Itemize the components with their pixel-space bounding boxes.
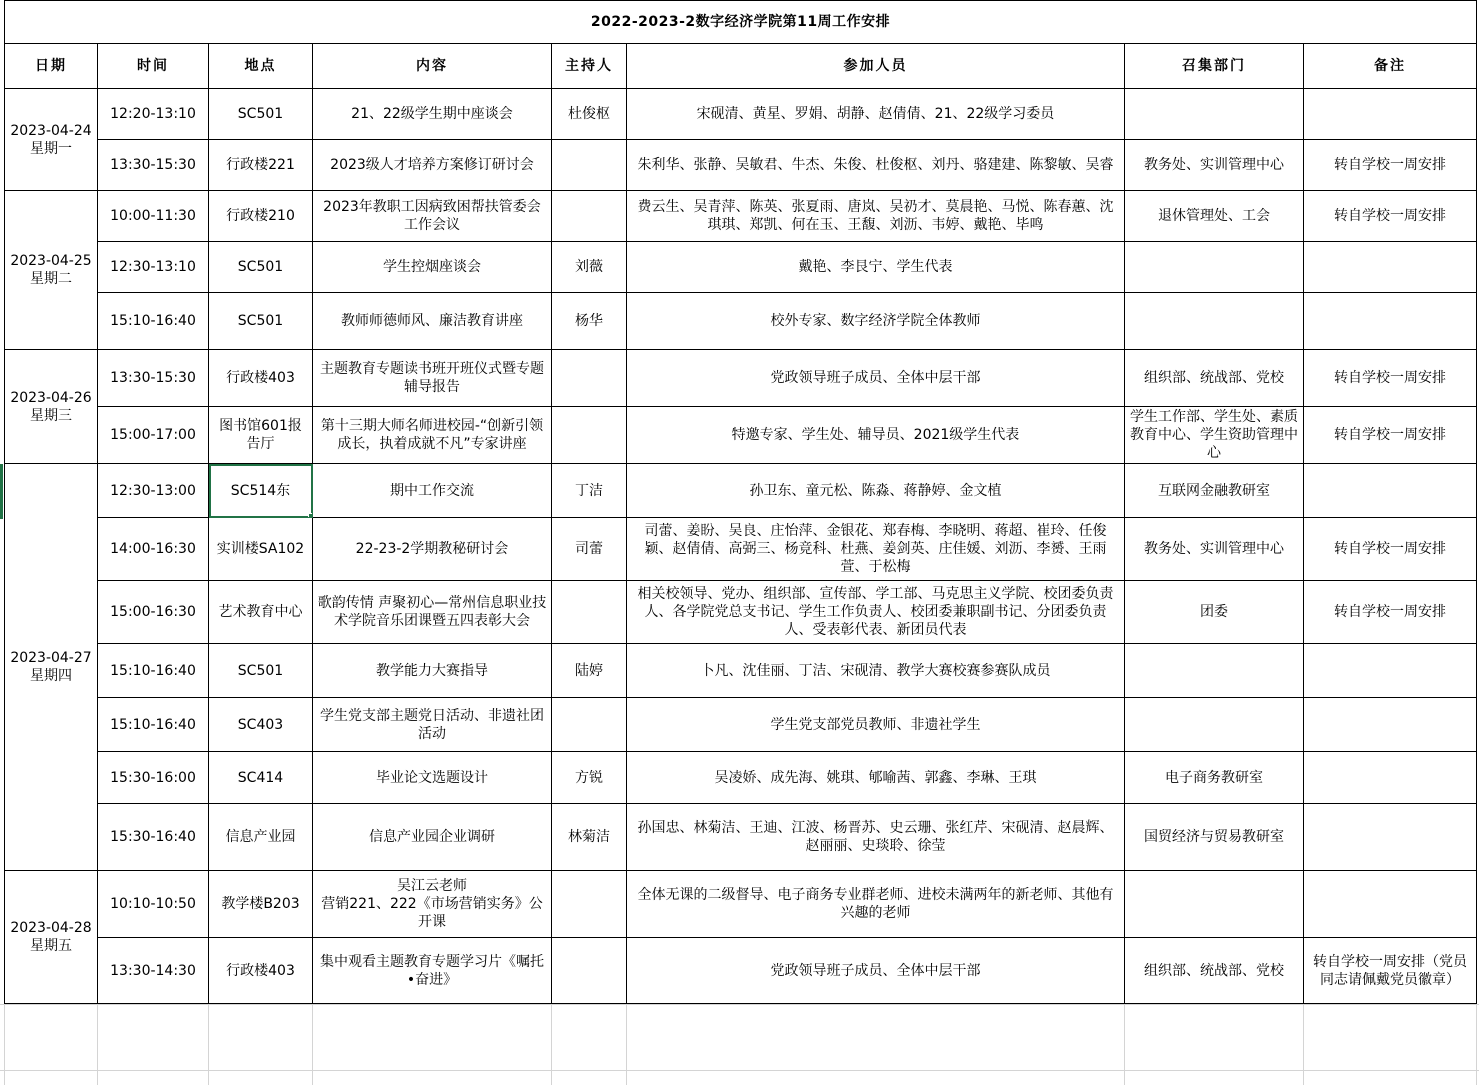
host-cell[interactable]: 刘薇 bbox=[552, 242, 627, 293]
place-cell[interactable]: 艺术教育中心 bbox=[209, 581, 313, 644]
content-cell[interactable]: 学生党支部主题党日活动、非遗社团活动 bbox=[313, 698, 552, 752]
place-cell[interactable]: SC414 bbox=[209, 752, 313, 804]
place-cell[interactable]: SC501 bbox=[209, 89, 313, 140]
schedule-row bbox=[5, 698, 1477, 752]
note-cell[interactable] bbox=[1304, 89, 1477, 140]
time-cell[interactable]: 10:00-11:30 bbox=[98, 191, 209, 242]
host-cell[interactable] bbox=[552, 191, 627, 242]
note-cell[interactable]: 转自学校一周安排 bbox=[1304, 407, 1477, 464]
dept-cell[interactable]: 互联网金融教研室 bbox=[1125, 464, 1304, 518]
content-cell[interactable]: 歌韵传情 声聚初心—常州信息职业技术学院音乐团课暨五四表彰大会 bbox=[313, 581, 552, 644]
dept-cell[interactable]: 组织部、统战部、党校 bbox=[1125, 938, 1304, 1004]
header-dept[interactable]: 召集部门 bbox=[1125, 44, 1304, 89]
date-text: 2023-04-27 bbox=[10, 650, 92, 666]
schedule-row bbox=[5, 89, 1477, 140]
content-cell[interactable]: 2023级人才培养方案修订研讨会 bbox=[313, 140, 552, 191]
dept-cell[interactable] bbox=[1125, 293, 1304, 350]
place-cell[interactable]: 教学楼B203 bbox=[209, 871, 313, 938]
time-cell[interactable]: 15:00-16:30 bbox=[98, 581, 209, 644]
content-cell[interactable]: 信息产业园企业调研 bbox=[313, 804, 552, 871]
attendees-cell[interactable]: 孙卫东、童元松、陈淼、蒋静婷、金文植 bbox=[627, 464, 1125, 518]
dept-cell[interactable]: 团委 bbox=[1125, 581, 1304, 644]
schedule-row bbox=[5, 407, 1477, 464]
note-cell[interactable] bbox=[1304, 752, 1477, 804]
place-cell[interactable]: SC403 bbox=[209, 698, 313, 752]
note-cell[interactable] bbox=[1304, 804, 1477, 871]
host-cell[interactable]: 杨华 bbox=[552, 293, 627, 350]
note-cell[interactable]: 转自学校一周安排 bbox=[1304, 140, 1477, 191]
dept-cell[interactable]: 教务处、实训管理中心 bbox=[1125, 518, 1304, 581]
attendees-cell[interactable]: 党政领导班子成员、全体中层干部 bbox=[627, 938, 1125, 1004]
dept-cell[interactable]: 组织部、统战部、党校 bbox=[1125, 350, 1304, 407]
selected-row-indicator bbox=[0, 464, 3, 519]
schedule-row bbox=[5, 350, 1477, 407]
header-date[interactable]: 日期 bbox=[5, 44, 98, 89]
note-cell[interactable] bbox=[1304, 871, 1477, 938]
place-cell[interactable]: SC501 bbox=[209, 644, 313, 698]
note-cell[interactable] bbox=[1304, 644, 1477, 698]
header-content[interactable]: 内容 bbox=[313, 44, 552, 89]
dept-cell[interactable]: 学生工作部、学生处、素质教育中心、学生资助管理中心 bbox=[1125, 407, 1304, 464]
place-cell[interactable]: 行政楼221 bbox=[209, 140, 313, 191]
attendees-cell[interactable]: 全体无课的二级督导、电子商务专业群老师、进校未满两年的新老师、其他有兴趣的老师 bbox=[627, 871, 1125, 938]
weekday-text: 星期三 bbox=[30, 407, 72, 424]
place-cell[interactable]: 图书馆601报告厅 bbox=[209, 407, 313, 464]
schedule-row bbox=[5, 938, 1477, 1004]
content-cell[interactable]: 教师师德师风、廉洁教育讲座 bbox=[313, 293, 552, 350]
host-cell[interactable]: 丁洁 bbox=[552, 464, 627, 518]
time-cell[interactable]: 15:30-16:40 bbox=[98, 804, 209, 871]
host-cell[interactable]: 杜俊枢 bbox=[552, 89, 627, 140]
host-cell[interactable] bbox=[552, 140, 627, 191]
time-cell[interactable]: 12:30-13:10 bbox=[98, 242, 209, 293]
note-cell[interactable]: 转自学校一周安排 bbox=[1304, 581, 1477, 644]
time-cell[interactable]: 13:30-14:30 bbox=[98, 938, 209, 1004]
attendees-cell[interactable]: 特邀专家、学生处、辅导员、2021级学生代表 bbox=[627, 407, 1125, 464]
date-cell[interactable] bbox=[5, 464, 98, 871]
date-cell[interactable] bbox=[5, 191, 98, 350]
dept-cell[interactable] bbox=[1125, 89, 1304, 140]
schedule-row bbox=[5, 804, 1477, 871]
note-cell[interactable] bbox=[1304, 464, 1477, 518]
note-cell[interactable]: 转自学校一周安排 bbox=[1304, 518, 1477, 581]
time-cell[interactable]: 15:10-16:40 bbox=[98, 698, 209, 752]
date-text: 2023-04-28 bbox=[10, 920, 92, 936]
dept-cell[interactable] bbox=[1125, 871, 1304, 938]
attendees-cell[interactable]: 学生党支部党员教师、非遗社学生 bbox=[627, 698, 1125, 752]
dept-cell[interactable]: 退休管理处、工会 bbox=[1125, 191, 1304, 242]
time-cell[interactable]: 13:30-15:30 bbox=[98, 350, 209, 407]
header-note[interactable]: 备注 bbox=[1304, 44, 1477, 89]
date-text: 2023-04-24 bbox=[10, 122, 92, 139]
empty-grid-area bbox=[0, 1004, 1479, 1085]
schedule-row bbox=[5, 644, 1477, 698]
note-cell[interactable] bbox=[1304, 242, 1477, 293]
attendees-cell[interactable]: 卜凡、沈佳丽、丁洁、宋砚清、教学大赛校赛参赛队成员 bbox=[627, 644, 1125, 698]
header-attendees[interactable]: 参加人员 bbox=[627, 44, 1125, 89]
time-cell[interactable]: 15:00-17:00 bbox=[98, 407, 209, 464]
content-cell[interactable]: 吴江云老师 营销221、222《市场营销实务》公开课 bbox=[313, 871, 552, 938]
schedule-row bbox=[5, 464, 1477, 518]
note-cell[interactable]: 转自学校一周安排 bbox=[1304, 350, 1477, 407]
weekday-text: 星期二 bbox=[30, 271, 72, 287]
place-cell[interactable]: 行政楼403 bbox=[209, 350, 313, 407]
time-cell[interactable]: 12:20-13:10 bbox=[98, 89, 209, 140]
host-cell[interactable]: 方锐 bbox=[552, 752, 627, 804]
place-cell[interactable]: 实训楼SA102 bbox=[209, 518, 313, 581]
schedule-row bbox=[5, 581, 1477, 644]
schedule-row bbox=[5, 518, 1477, 581]
weekday-text: 星期四 bbox=[30, 668, 72, 684]
attendees-cell[interactable]: 朱利华、张静、吴敏君、牛杰、朱俊、杜俊枢、刘丹、骆建建、陈黎敏、吴睿 bbox=[627, 140, 1125, 191]
attendees-cell[interactable]: 戴艳、李艮宁、学生代表 bbox=[627, 242, 1125, 293]
date-text: 2023-04-26 bbox=[10, 389, 92, 406]
time-cell[interactable]: 13:30-15:30 bbox=[98, 140, 209, 191]
sheet-title[interactable]: 2022-2023-2数字经济学院第11周工作安排 bbox=[5, 1, 1477, 44]
date-text: 2023-04-25 bbox=[10, 253, 92, 269]
schedule-row bbox=[5, 191, 1477, 242]
attendees-cell[interactable]: 相关校领导、党办、组织部、宣传部、学工部、马克思主义学院、校团委负责人、各学院党总支书记、学生工作负责人、校团委兼职副书记、分团委负责人、受表彰代表、新团员代表 bbox=[627, 581, 1125, 644]
time-cell[interactable]: 15:10-16:40 bbox=[98, 644, 209, 698]
dept-cell[interactable] bbox=[1125, 698, 1304, 752]
content-cell[interactable]: 2023年教职工因病致困帮扶管委会工作会议 bbox=[313, 191, 552, 242]
attendees-cell[interactable]: 司蕾、姜盼、吴良、庄怡萍、金银花、郑春梅、李晓明、蒋超、崔玲、任俊颖、赵倩倩、高弼三、杨竞科、杜燕、姜剑英、庄佳媛、刘沥、李赟、王雨萱、于松梅 bbox=[627, 518, 1125, 581]
dept-cell[interactable]: 国贸经济与贸易教研室 bbox=[1125, 804, 1304, 871]
host-cell[interactable] bbox=[552, 938, 627, 1004]
attendees-cell[interactable]: 校外专家、数字经济学院全体教师 bbox=[627, 293, 1125, 350]
host-cell[interactable] bbox=[552, 871, 627, 938]
schedule-row bbox=[5, 140, 1477, 191]
time-cell[interactable]: 12:30-13:00 bbox=[98, 464, 209, 518]
date-cell[interactable] bbox=[5, 350, 98, 464]
weekday-text: 星期五 bbox=[30, 938, 72, 954]
note-cell[interactable]: 转自学校一周安排（党员同志请佩戴党员徽章） bbox=[1304, 938, 1477, 1004]
header-host[interactable]: 主持人 bbox=[552, 44, 627, 89]
time-cell[interactable]: 10:10-10:50 bbox=[98, 871, 209, 938]
host-cell[interactable] bbox=[552, 350, 627, 407]
dept-cell[interactable] bbox=[1125, 644, 1304, 698]
note-cell[interactable] bbox=[1304, 698, 1477, 752]
attendees-cell[interactable]: 党政领导班子成员、全体中层干部 bbox=[627, 350, 1125, 407]
host-cell[interactable]: 林菊洁 bbox=[552, 804, 627, 871]
content-cell[interactable]: 期中工作交流 bbox=[313, 464, 552, 518]
place-cell[interactable]: SC501 bbox=[209, 242, 313, 293]
content-cell[interactable]: 21、22级学生期中座谈会 bbox=[313, 89, 552, 140]
content-cell[interactable]: 集中观看主题教育专题学习片《嘱托•奋进》 bbox=[313, 938, 552, 1004]
schedule-row bbox=[5, 752, 1477, 804]
host-cell[interactable] bbox=[552, 698, 627, 752]
dept-cell[interactable]: 教务处、实训管理中心 bbox=[1125, 140, 1304, 191]
place-cell[interactable]: SC514东 bbox=[209, 464, 313, 518]
header-place[interactable]: 地点 bbox=[209, 44, 313, 89]
host-cell[interactable] bbox=[552, 407, 627, 464]
place-cell[interactable]: 行政楼403 bbox=[209, 938, 313, 1004]
date-cell[interactable] bbox=[5, 871, 98, 1004]
attendees-cell[interactable]: 吴凌娇、成先海、姚琪、郇喻茜、郭鑫、李琳、王琪 bbox=[627, 752, 1125, 804]
content-cell[interactable]: 教学能力大赛指导 bbox=[313, 644, 552, 698]
content-cell[interactable]: 22-23-2学期教秘研讨会 bbox=[313, 518, 552, 581]
note-cell[interactable]: 转自学校一周安排 bbox=[1304, 191, 1477, 242]
content-cell[interactable]: 第十三期大师名师进校园-“创新引领成长，执着成就不凡”专家讲座 bbox=[313, 407, 552, 464]
weekday-text: 星期一 bbox=[30, 140, 72, 157]
schedule-row bbox=[5, 293, 1477, 350]
note-cell[interactable] bbox=[1304, 293, 1477, 350]
attendees-cell[interactable]: 宋砚清、黄星、罗娟、胡静、赵倩倩、21、22级学习委员 bbox=[627, 89, 1125, 140]
host-cell[interactable]: 司蕾 bbox=[552, 518, 627, 581]
content-cell[interactable]: 毕业论文选题设计 bbox=[313, 752, 552, 804]
time-cell[interactable]: 15:30-16:00 bbox=[98, 752, 209, 804]
schedule-table bbox=[4, 0, 1477, 1004]
schedule-row bbox=[5, 871, 1477, 938]
attendees-cell[interactable]: 孙国忠、林菊洁、王迪、江波、杨晋苏、史云珊、张红芹、宋砚清、赵晨辉、赵丽丽、史琰聆、徐莹 bbox=[627, 804, 1125, 871]
time-cell[interactable]: 15:10-16:40 bbox=[98, 293, 209, 350]
place-cell[interactable]: 行政楼210 bbox=[209, 191, 313, 242]
place-cell[interactable]: 信息产业园 bbox=[209, 804, 313, 871]
dept-cell[interactable] bbox=[1125, 242, 1304, 293]
place-cell[interactable]: SC501 bbox=[209, 293, 313, 350]
header-time[interactable]: 时间 bbox=[98, 44, 209, 89]
time-cell[interactable]: 14:00-16:30 bbox=[98, 518, 209, 581]
dept-cell[interactable]: 电子商务教研室 bbox=[1125, 752, 1304, 804]
date-cell[interactable] bbox=[5, 89, 98, 191]
content-cell[interactable]: 主题教育专题读书班开班仪式暨专题辅导报告 bbox=[313, 350, 552, 407]
host-cell[interactable] bbox=[552, 581, 627, 644]
attendees-cell[interactable]: 费云生、吴青萍、陈英、张夏雨、唐岚、吴礽才、莫晨艳、马悦、陈春蕙、沈琪琪、郑凯、何在玉、王馥、刘沥、韦婷、戴艳、毕鸣 bbox=[627, 191, 1125, 242]
content-cell[interactable]: 学生控烟座谈会 bbox=[313, 242, 552, 293]
host-cell[interactable]: 陆婷 bbox=[552, 644, 627, 698]
schedule-row bbox=[5, 242, 1477, 293]
